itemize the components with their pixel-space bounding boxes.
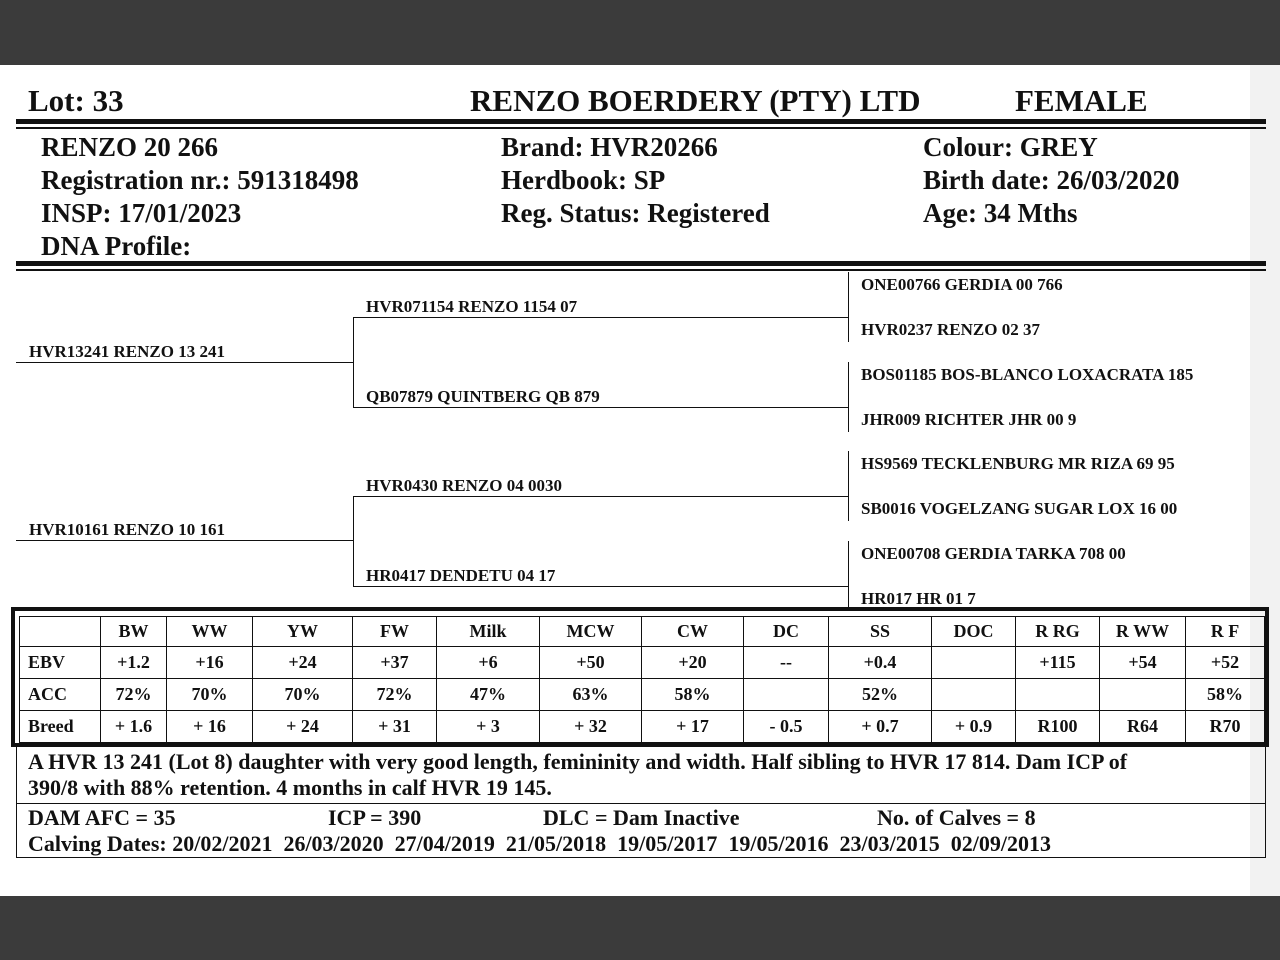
ebv-cell: + 0.7 bbox=[829, 711, 932, 743]
ebv-header-cell: CW bbox=[642, 617, 744, 647]
dam-calves-count: No. of Calves = 8 bbox=[877, 805, 1036, 830]
pedigree-dam-sire: HVR0430 RENZO 04 0030 bbox=[366, 476, 562, 495]
ebv-cell: 70% bbox=[253, 679, 353, 711]
ebv-header-cell: WW bbox=[167, 617, 253, 647]
top-dark-bar bbox=[0, 0, 1280, 65]
pedigree-sire-sire: HVR071154 RENZO 1154 07 bbox=[366, 297, 578, 316]
ebv-cell: + 32 bbox=[540, 711, 642, 743]
ebv-row-label: EBV bbox=[20, 647, 101, 679]
ebv-cell: 58% bbox=[1186, 679, 1265, 711]
colour: Colour: GREY bbox=[923, 132, 1098, 162]
ebv-header-cell bbox=[20, 617, 101, 647]
pedigree-sire: HVR13241 RENZO 13 241 bbox=[29, 342, 225, 361]
ebv-cell: + 3 bbox=[437, 711, 540, 743]
ebv-header-cell: R RG bbox=[1016, 617, 1100, 647]
ebv-row-label: ACC bbox=[20, 679, 101, 711]
ebv-header-row bbox=[20, 617, 1265, 647]
ebv-header-cell: YW bbox=[253, 617, 353, 647]
ebv-cell: 72% bbox=[101, 679, 167, 711]
ebv-cell bbox=[1100, 679, 1186, 711]
ebv-cell bbox=[932, 679, 1016, 711]
ebv-cell: +0.4 bbox=[829, 647, 932, 679]
ebv-header-cell: BW bbox=[101, 617, 167, 647]
comment-line-2: 390/8 with 88% retention. 4 months in calf HVR 19 145. bbox=[28, 775, 552, 800]
ebv-cell: 47% bbox=[437, 679, 540, 711]
age: Age: 34 Mths bbox=[923, 198, 1078, 228]
pedigree-ggp-6: SB0016 VOGELZANG SUGAR LOX 16 00 bbox=[861, 499, 1178, 518]
ebv-header-cell: FW bbox=[353, 617, 437, 647]
ebv-cell: +16 bbox=[167, 647, 253, 679]
ebv-cell bbox=[932, 647, 1016, 679]
ebv-cell: +1.2 bbox=[101, 647, 167, 679]
info-rule-thin bbox=[16, 269, 1266, 271]
ebv-cell: +115 bbox=[1016, 647, 1100, 679]
header-rule-thin bbox=[16, 127, 1266, 129]
pedigree-ggp-8: HR017 HR 01 7 bbox=[861, 589, 976, 608]
pedigree-ggp-1: ONE00766 GERDIA 00 766 bbox=[861, 275, 1063, 294]
dna-profile: DNA Profile: bbox=[41, 231, 192, 261]
sex-label: FEMALE bbox=[1015, 83, 1148, 118]
ebv-cell: + 24 bbox=[253, 711, 353, 743]
ebv-cell: +24 bbox=[253, 647, 353, 679]
ebv-header-cell: R F bbox=[1186, 617, 1265, 647]
registration-number: Registration nr.: 591318498 bbox=[41, 165, 359, 195]
dam-dlc: DLC = Dam Inactive bbox=[543, 805, 740, 830]
ebv-cell: +6 bbox=[437, 647, 540, 679]
ebv-cell: +20 bbox=[642, 647, 744, 679]
calving-dates: Calving Dates: 20/02/2021 26/03/2020 27/04/2019 21/05/2018 19/05/2017 19/05/2016 23/03/2015 02/09/2013 bbox=[28, 831, 1052, 856]
ebv-cell: R100 bbox=[1016, 711, 1100, 743]
ebv-cell: + 17 bbox=[642, 711, 744, 743]
insp-date: INSP: 17/01/2023 bbox=[41, 198, 242, 228]
ebv-cell: + 1.6 bbox=[101, 711, 167, 743]
pedigree-sire-dam: QB07879 QUINTBERG QB 879 bbox=[366, 387, 600, 406]
ebv-cell: -- bbox=[744, 647, 829, 679]
ebv-cell: + 16 bbox=[167, 711, 253, 743]
animal-name: RENZO 20 266 bbox=[41, 132, 219, 162]
ebv-cell: 52% bbox=[829, 679, 932, 711]
ebv-cell: + 0.9 bbox=[932, 711, 1016, 743]
herdbook: Herdbook: SP bbox=[501, 165, 666, 195]
lot-number: Lot: 33 bbox=[28, 83, 124, 118]
ebv-row-breed bbox=[20, 711, 1265, 743]
ebv-row-label: Breed bbox=[20, 711, 101, 743]
ebv-header-cell: Milk bbox=[437, 617, 540, 647]
comments-divider bbox=[16, 803, 1266, 804]
header-rule-thick bbox=[16, 119, 1266, 124]
pedigree-dam: HVR10161 RENZO 10 161 bbox=[29, 520, 225, 539]
ebv-cell bbox=[744, 679, 829, 711]
ebv-row-acc bbox=[20, 679, 1265, 711]
ebv-cell: - 0.5 bbox=[744, 711, 829, 743]
ebv-cell: +54 bbox=[1100, 647, 1186, 679]
pedigree-ggp-4: JHR009 RICHTER JHR 00 9 bbox=[861, 410, 1077, 429]
ebv-header-cell: SS bbox=[829, 617, 932, 647]
birth-date: Birth date: 26/03/2020 bbox=[923, 165, 1180, 195]
ebv-cell: 72% bbox=[353, 679, 437, 711]
dam-afc: DAM AFC = 35 bbox=[28, 805, 176, 830]
ebv-header-cell: DC bbox=[744, 617, 829, 647]
ebv-cell: + 31 bbox=[353, 711, 437, 743]
info-rule-thick bbox=[16, 261, 1266, 266]
ebv-row-ebv bbox=[20, 647, 1265, 679]
dam-icp: ICP = 390 bbox=[328, 805, 422, 830]
ebv-cell: 63% bbox=[540, 679, 642, 711]
ebv-cell: 58% bbox=[642, 679, 744, 711]
ebv-table bbox=[19, 616, 1265, 743]
comment-line-1: A HVR 13 241 (Lot 8) daughter with very good length, femininity and width. Half sibling to HVR 17 814. Dam ICP of bbox=[28, 749, 1128, 774]
ebv-cell: R64 bbox=[1100, 711, 1186, 743]
registration-status: Reg. Status: Registered bbox=[501, 198, 770, 228]
pedigree-dam-dam: HR0417 DENDETU 04 17 bbox=[366, 566, 556, 585]
ebv-cell: +50 bbox=[540, 647, 642, 679]
breeder-name: RENZO BOERDERY (PTY) LTD bbox=[470, 83, 921, 118]
ebv-cell bbox=[1016, 679, 1100, 711]
brand: Brand: HVR20266 bbox=[501, 132, 718, 162]
ebv-cell: +37 bbox=[353, 647, 437, 679]
pedigree-ggp-5: HS9569 TECKLENBURG MR RIZA 69 95 bbox=[861, 454, 1175, 473]
ebv-cell: 70% bbox=[167, 679, 253, 711]
pedigree-ggp-2: HVR0237 RENZO 02 37 bbox=[861, 320, 1040, 339]
ebv-header-cell: DOC bbox=[932, 617, 1016, 647]
ebv-cell: R70 bbox=[1186, 711, 1265, 743]
ebv-cell: +52 bbox=[1186, 647, 1265, 679]
bottom-dark-bar bbox=[0, 896, 1280, 960]
ebv-header-cell: R WW bbox=[1100, 617, 1186, 647]
ebv-header-cell: MCW bbox=[540, 617, 642, 647]
pedigree-ggp-7: ONE00708 GERDIA TARKA 708 00 bbox=[861, 544, 1126, 563]
pedigree-ggp-3: BOS01185 BOS-BLANCO LOXACRATA 185 bbox=[861, 365, 1194, 384]
